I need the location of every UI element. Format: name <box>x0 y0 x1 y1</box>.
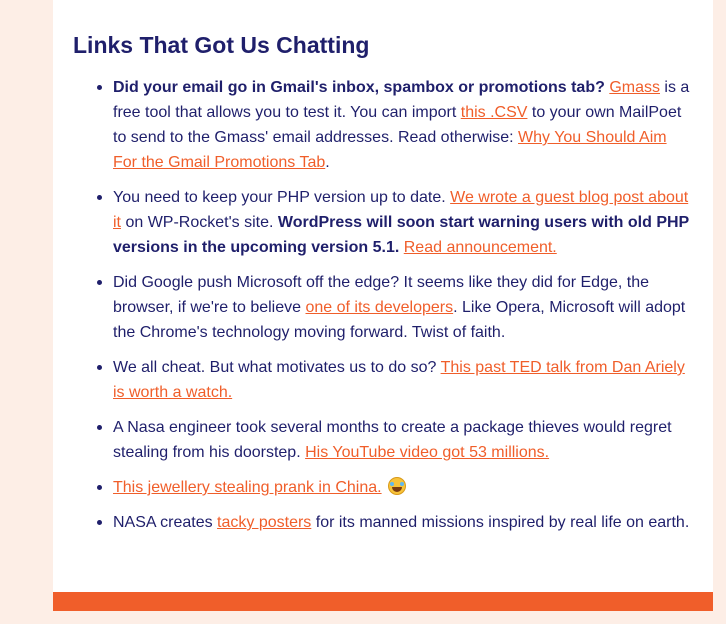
list-item-nasa-posters <box>113 510 693 535</box>
list-item-gmail: Did your email go in Gmail's inbox, spambox or promotions tab? Gmass is a free tool that allows you to test it. You can import this .CSV to your own MailPoet to send to the Gmass' email addresses. Read otherwise: Why You Should Aim For the Gmail Promotions Tab. <box>113 75 693 175</box>
bold-text: WordPress will soon start warning users with old PHP versions in the upcoming version 5.1. <box>113 214 689 256</box>
list-item-nasa-engineer <box>113 415 693 465</box>
item-text: to your own MailPoet to send to the Gmass' email addresses. Read otherwise: <box>113 104 682 146</box>
developer-link[interactable]: one of its developers <box>305 299 454 316</box>
item-text: . Like Opera, Microsoft will adopt the Chrome's technology moving forward. Twist of faith. <box>113 299 686 341</box>
list-item-cheat <box>113 355 693 405</box>
prank-link[interactable]: This jewellery stealing prank in China. <box>113 479 382 496</box>
gmail-promotions-link[interactable]: Why You Should Aim For the Gmail Promotions Tab <box>113 129 667 171</box>
links-list <box>53 75 693 545</box>
item-text: You need to keep your PHP version up to date. <box>113 189 451 206</box>
list-item-edge <box>113 270 693 345</box>
item-text: A Nasa engineer took several months to create a package thieves would regret stealing from his doorstep. <box>113 419 672 461</box>
newsletter-card <box>53 0 713 592</box>
item-text: NASA creates <box>113 514 218 531</box>
laughing-crying-face-icon <box>388 477 406 495</box>
posters-link[interactable]: tacky posters <box>217 514 312 531</box>
item-text: on WP-Rocket's site. <box>121 214 278 231</box>
item-text: We all cheat. But what motivates us to do so? <box>113 359 441 376</box>
item-text: Did Google push Microsoft off the edge? It seems like they did for Edge, the browser, if we're to believe <box>113 274 650 316</box>
item-text: for its manned missions inspired by real life on earth. <box>311 514 690 531</box>
csv-link[interactable]: this .CSV <box>460 104 528 121</box>
ted-talk-link[interactable]: This past TED talk from Dan Ariely is worth a watch. <box>113 359 685 401</box>
list-item-php <box>113 185 693 260</box>
guest-post-link[interactable]: We wrote a guest blog post about it <box>113 189 689 231</box>
footer-accent-bar <box>53 592 713 611</box>
announcement-link[interactable]: Read announcement. <box>403 239 557 256</box>
bold-text: Did your email go in Gmail's inbox, spambox or promotions tab? <box>113 79 605 96</box>
list-item-prank <box>113 475 693 500</box>
gmass-link[interactable]: Gmass <box>609 79 660 96</box>
item-text: is a free tool that allows you to test it. You can import <box>113 79 690 121</box>
section-heading: Links That Got Us Chatting <box>73 32 370 58</box>
youtube-video-link[interactable]: His YouTube video got 53 millions. <box>305 444 550 461</box>
